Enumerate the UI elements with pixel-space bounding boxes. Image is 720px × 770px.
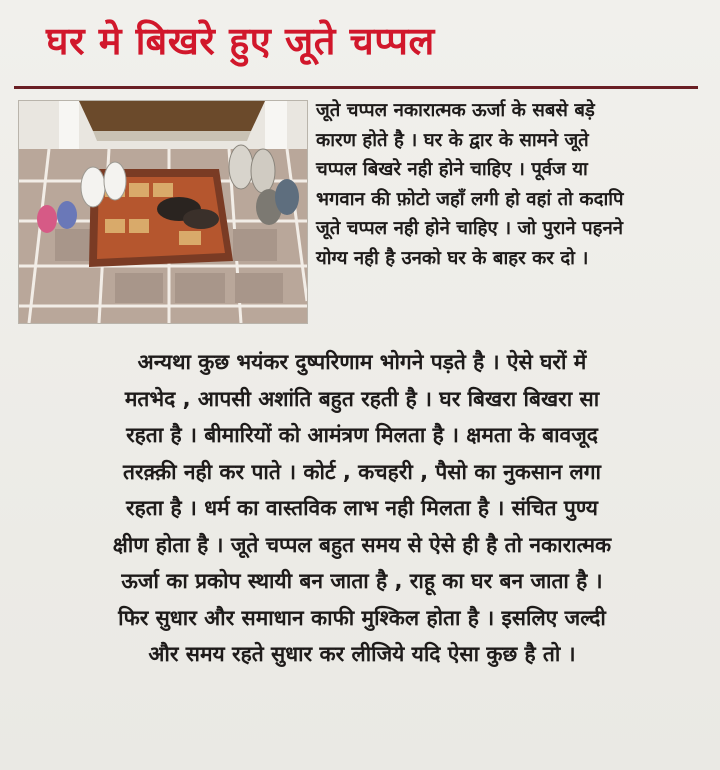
body-line: रहता है । बीमारियों को आमंत्रण मिलता है । क्षमता के बावजूद — [126, 423, 598, 447]
body-paragraph — [22, 344, 702, 673]
intro-line: जूते चप्पल नकारात्मक ऊर्जा के सबसे बड़े — [316, 100, 595, 121]
body-line: फिर सुधार और समाधान काफी मुश्किल होता है । इसलिए जल्दी — [118, 605, 606, 630]
body-line: तरक़्क़ी नही कर पाते । कोर्ट , कचहरी , पैसो का नुकसान लगा — [122, 459, 601, 484]
intro-line: चप्पल बिखरे नही होने चाहिए । पूर्वज या — [316, 159, 588, 180]
body-line: और समय रहते सुधार कर लीजिये यदि ऐसा कुछ है तो । — [148, 642, 576, 666]
intro-line: कारण होते है । घर के द्वार के सामने जूते — [316, 129, 589, 151]
title-divider — [14, 86, 698, 89]
body-line: ऊर्जा का प्रकोप स्थायी बन जाता है , राहू का घर बन जाता है । — [121, 569, 603, 593]
intro-line: भगवान की फ़ोटो जहाँ लगी हो वहां तो कदापि — [316, 188, 624, 210]
body-line: अन्यथा कुछ भयंकर दुष्परिणाम भोगने पड़ते है । ऐसे घरों में — [137, 350, 587, 374]
intro-line: जूते चप्पल नही होने चाहिए । जो पुराने पहनने — [316, 218, 623, 239]
body-line: क्षीण होता है । जूते चप्पल बहुत समय से ऐसे ही है तो नकारात्मक — [112, 532, 612, 557]
body-line: रहता है । धर्म का वास्तविक लाभ नही मिलता है । संचित पुण्य — [126, 496, 598, 520]
intro-paragraph — [316, 96, 712, 273]
shoes-at-door-photo — [18, 100, 308, 324]
page-title: घर मे बिखरे हुए जूते चप्पल — [46, 19, 435, 63]
intro-line: योग्य नही है उनको घर के बाहर कर दो । — [316, 247, 589, 269]
body-line: मतभेद , आपसी अशांति बहुत रहती है । घर बिखरा बिखरा सा — [124, 386, 600, 411]
